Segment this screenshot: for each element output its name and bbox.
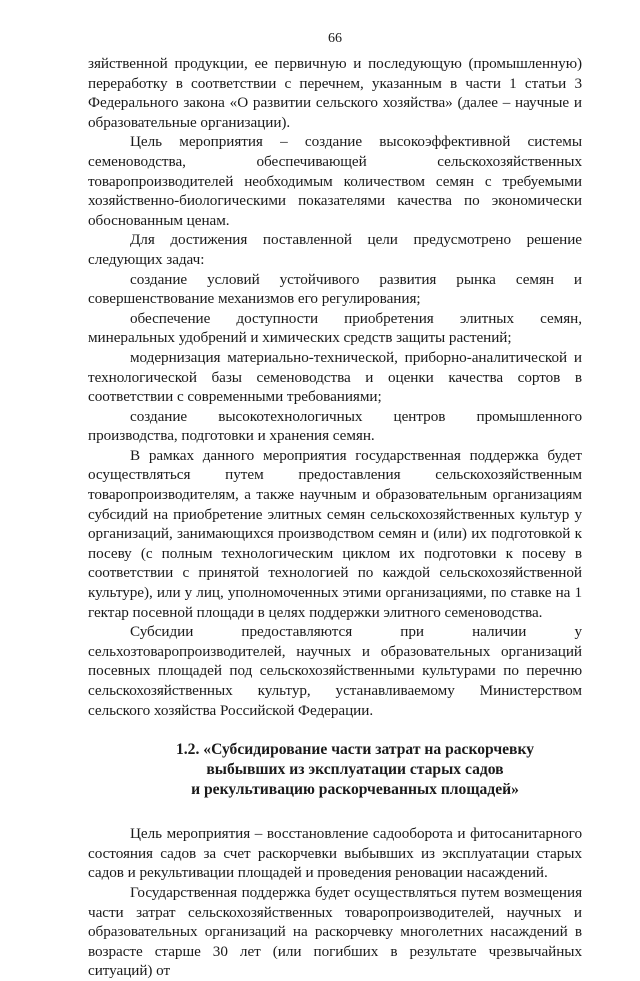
paragraph: В рамках данного мероприятия государственная поддержка будет осуществляться путем предоставления сельскохозяйственным товаропроизводителям, а также научным и образовательным организациям субсидий на приобретение элитных семян сельскохозяйственных культур у организаций, занимающихся производством семян и (или) их подготовкой к посеву (с полным технологическим циклом их подготовки к посеву в соответствии с принятой технологией по каждой сельскохозяйственной культуре), или у лиц, уполномоченных этими организациями, по ставке на 1 гектар посевной площади в целях поддержки элитного семеноводства.	[88, 446, 582, 621]
paragraph: создание условий устойчивого развития рынка семян и совершенствование механизмов его регулирования;	[88, 270, 582, 308]
body-text-top	[88, 54, 582, 720]
paragraph: Государственная поддержка будет осуществляться путем возмещения части затрат сельскохозяйственных товаропроизводителей, научных и образовательных организаций на раскорчевку многолетних насаждений в возрасте старше 30 лет (или погибших в результате чрезвычайных ситуаций) от	[88, 883, 582, 980]
paragraph: Субсидии предоставляются при наличии у сельхозтоваропроизводителей, научных и образовательных организаций посевных площадей под сельскохозяйственными культурами по перечню сельскохозяйственных культур, устанавливаемому Министерством сельского хозяйства Российской Федерации.	[88, 623, 582, 719]
paragraph: Цель мероприятия – восстановление садооборота и фитосанитарного состояния садов за счет раскорчевки выбывших из эксплуатации старых садов и рекультивации площадей и проведения реновации насаждений.	[88, 825, 582, 882]
paragraph: Для достижения поставленной цели предусмотрено решение следующих задач:	[88, 231, 582, 268]
section-heading-line: выбывших из эксплуатации старых садов	[206, 761, 504, 779]
paragraph: зяйственной продукции, ее первичную и последующую (промышленную) переработку в соответствии с перечнем, указанным в части 1 статьи 3 Федерального закона «О развитии сельского хозяйства» (далее – научные и образовательные организации).	[88, 55, 582, 131]
paragraph: Цель мероприятия – создание высокоэффективной системы семеноводства, обеспечивающей сельскохозяйственных товаропроизводителей необходимым количеством семян с требуемыми хозяйственно-биологическими показателями качества по экономически обоснованным ценам.	[88, 133, 582, 229]
section-heading-line: и рекультивацию раскорчеванных площадей»	[191, 781, 519, 799]
section-heading-line: 1.2. «Субсидирование части затрат на раскорчевку	[175, 741, 535, 759]
section-heading	[88, 740, 582, 800]
paragraph: обеспечение доступности приобретения элитных семян, минеральных удобрений и химических средств защиты растений;	[88, 309, 582, 347]
body-text-bottom	[88, 824, 582, 981]
page-number: 66	[328, 31, 342, 46]
paragraph: создание высокотехнологичных центров промышленного производства, подготовки и хранения семян.	[88, 407, 582, 445]
paragraph: модернизация материально-технической, приборно-аналитической и технологической базы семеноводства и оценки качества сортов в соответствии с современными требованиями;	[88, 348, 582, 406]
